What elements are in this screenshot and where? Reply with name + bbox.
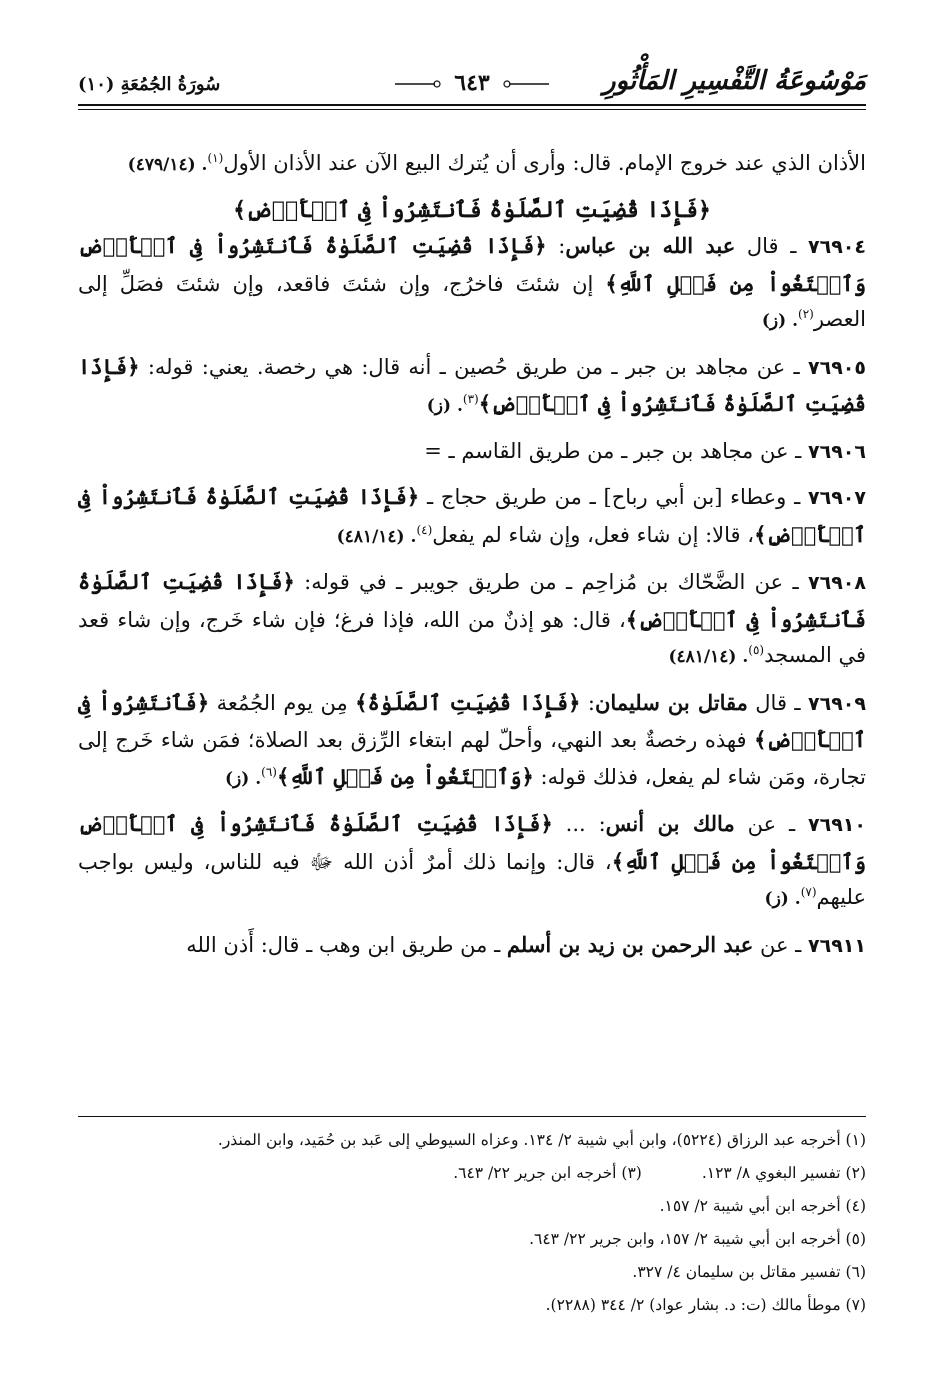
footnote-7: (٧) موطأ مالك (ت: د. بشار عواد) ٢/ ٣٤٤ (٢٢٨٨).	[545, 1296, 866, 1314]
entry-pre: ـ عن	[753, 932, 809, 957]
footnote-5: (٥) أخرجه ابن أبي شيبة ٢/ ١٥٧، وابن جرير ٢٢/ ٦٤٣.	[529, 1230, 866, 1248]
quran-quote: ﴿فَإِذَا قُضِيَتِ ٱلصَّلَوٰةُ فَٱنتَشِرُواْ فِى ٱلۡأَرۡضِ﴾	[78, 353, 866, 416]
header-rule-thin	[78, 109, 866, 110]
page-number: ٦٤٣	[448, 70, 495, 96]
quran-quote: ﴿فَإِذَا قُضِيَتِ ٱلصَّلَوٰةُ فَٱنتَشِرُواْ فِى ٱلۡأَرۡضِ﴾	[78, 484, 866, 547]
narrator-name: مقاتل بن سليمان	[595, 689, 748, 715]
footnote-row	[78, 1157, 866, 1190]
entry-number: ٧٦٩٠٤	[808, 236, 866, 258]
footnote-separator	[78, 1116, 866, 1117]
entry-76910	[78, 806, 866, 918]
entry-pre: ـ عن	[734, 812, 808, 836]
footnote-1: (١) أخرجه عبد الرزاق (٥٢٢٤)، وابن أبي شيبة ٢/ ١٣٤. وعزاه السيوطي إلى عَبد بن حُمَيد، وابن المنذر.	[217, 1131, 866, 1149]
entry-sep: :	[580, 690, 595, 715]
entry-pre: ـ وعطاء [بن أبي رباح] ـ من طريق حجاج ـ	[419, 485, 809, 509]
volume-ref: . (ز)	[224, 768, 262, 789]
quran-quote: ﴿فَإِذَا قُضِيَتِ ٱلصَّلَوٰةُ﴾	[355, 689, 581, 715]
entry-pre: ـ قال	[747, 690, 809, 715]
volume-ref: . (٤٨١/١٤)	[668, 647, 749, 667]
footnote-mark: (٣)	[462, 392, 479, 406]
entry-76904	[78, 228, 866, 340]
entry-76911	[78, 927, 866, 965]
entry-76906	[78, 434, 866, 471]
entry-text: ، قال: وإنما ذلك أمرٌ أذن الله ﷻ فيه للناس، وليس بواجب عليهم	[78, 849, 866, 909]
entry-76907	[78, 479, 866, 555]
surah-label: سُورَةُ الجُمُعَةِ (١٠)	[78, 74, 221, 95]
entry-sep: : ...	[552, 812, 606, 836]
narrator-name: مالك بن أنس	[605, 811, 735, 836]
entry-pre: ـ عن الضَّحّاك بن مُزاحِم ـ من طريق جويبر ـ في قوله:	[294, 570, 809, 594]
book-title: مَوْسُوعَةُ التَّفْسِيرِ المَأْثُورِ	[603, 66, 866, 96]
quran-quote: ﴿فَإِذَا قُضِيَتِ ٱلصَّلَوٰةُ فَٱنتَشِرُواْ فِى ٱلۡأَرۡضِ وَٱبۡتَغُواْ مِن فَضۡلِ ٱللَّهِ﴾	[78, 811, 867, 874]
entry-number: ٧٦٩٠٥	[808, 356, 866, 379]
entry-number: ٧٦٩٠٦	[808, 440, 866, 463]
page-header	[78, 62, 866, 122]
header-rule-thick	[78, 104, 866, 106]
entry-76909	[78, 685, 866, 798]
footnote-mark: (١)	[207, 151, 224, 165]
quran-quote: ﴿فَإِذَا قُضِيَتِ ٱلصَّلَوٰةُ فَٱنتَشِرُواْ فِى ٱلۡأَرۡضِ وَٱبۡتَغُواْ مِن فَضۡلِ ٱللَّهِ﴾	[78, 233, 867, 296]
volume-ref: . (ز)	[761, 311, 798, 331]
volume-ref: . (ز)	[764, 889, 801, 909]
footnote-4: (٤) أخرجه ابن أبي شيبة ٢/ ١٥٧.	[659, 1197, 866, 1215]
quran-quote: ﴿فَإِذَا قُضِيَتِ ٱلصَّلَوٰةُ فَٱنتَشِرُواْ فِى ٱلۡأَرۡضِ﴾	[78, 569, 867, 632]
footnote-mark: (٢)	[798, 307, 814, 321]
footnote-6: (٦) تفسير مقاتل بن سليمان ٤/ ٣٢٧.	[632, 1263, 866, 1281]
volume-ref: . (٤٨١/١٤)	[336, 526, 417, 547]
entry-pre: ـ عن مجاهد بن جبر ـ من طريق القاسم ـ =	[424, 438, 809, 463]
entry-text: مِن يوم الجُمُعة	[209, 690, 356, 715]
entry-pre: ـ عن مجاهد بن جبر ـ من طريق حُصين ـ أنه قال: هي رخصة. يعني: قوله:	[139, 354, 809, 379]
section-heading: ﴿فَإِذَا قُضِيَتِ ٱلصَّلَوٰةُ فَٱنتَشِرُواْ فِى ٱلۡأَرۡضِ﴾	[233, 196, 711, 223]
main-text	[78, 146, 866, 973]
entry-text-2: فهذه رخصةٌ بعد النهي، وأحلّ لهم ابتغاء الرِّزق بعد الصلاة؛ فمَن شاء خَرج إلى تجارة، ومَن شاء لم يفعل، فذلك قوله:	[78, 728, 866, 789]
footnote-mark: (٧)	[800, 885, 817, 899]
narrator-name: عبد الله بن عباس	[565, 233, 736, 258]
narrator-name: عبد الرحمن بن زيد بن أسلم	[506, 931, 754, 957]
entry-text: ، قال: هو إذنٌ من الله، فإذا فرغ؛ فإن شاء خَرج، وإن شاء قعد في المسجد	[78, 607, 866, 667]
volume-ref: . (ز)	[426, 396, 463, 416]
quran-quote-3: ﴿وَٱبۡتَغُواْ مِن فَضۡلِ ٱللَّهِ﴾	[276, 763, 534, 789]
entry-number: ٧٦٩٠٧	[808, 487, 866, 509]
entry-text: إن شئتَ فاخرُج، وإن شئتَ فاقعد، وإن شئتَ فصَلِّ إلى العصر	[78, 271, 866, 331]
quran-quote-2: ﴿فَٱنتَشِرُواْ فِى ٱلۡأَرۡضِ﴾	[78, 689, 866, 752]
ornament-left-icon	[395, 79, 441, 89]
entry-76908	[78, 564, 866, 676]
footnote-mark: (٤)	[416, 522, 433, 537]
entry-sep: ـ من طريق ابن وهب ـ قال: أَذن الله	[186, 932, 507, 957]
footnote-mark: (٥)	[748, 643, 765, 657]
entry-pre: ـ قال	[735, 234, 808, 258]
intro-text: الأذان الذي عند خروج الإمام. قال: وأرى أن يُترك البيع الآن عند الأذان الأول	[223, 151, 866, 175]
footnote-3: (٣) أخرجه ابن جرير ٢٢/ ٦٤٣.	[453, 1164, 642, 1182]
footnotes	[78, 1124, 866, 1322]
entry-number: ٧٦٩١٠	[808, 814, 866, 836]
entry-number: ٧٦٩١١	[808, 934, 866, 957]
footnote-mark: (٦)	[261, 764, 277, 779]
entry-76905	[78, 349, 866, 425]
entry-number: ٧٦٩٠٨	[808, 572, 866, 594]
intro-paragraph	[78, 146, 866, 184]
entry-number: ٧٦٩٠٩	[808, 692, 866, 715]
volume-ref: . (٤٧٩/١٤)	[127, 155, 208, 175]
entry-text: ، قالا: إن شاء فعل، وإن شاء لم يفعل	[432, 522, 755, 547]
footnote-2: (٢) تفسير البغوي ٨/ ١٢٣.	[701, 1164, 866, 1182]
ornament-right-icon	[503, 79, 549, 89]
entry-sep: :	[546, 234, 566, 258]
